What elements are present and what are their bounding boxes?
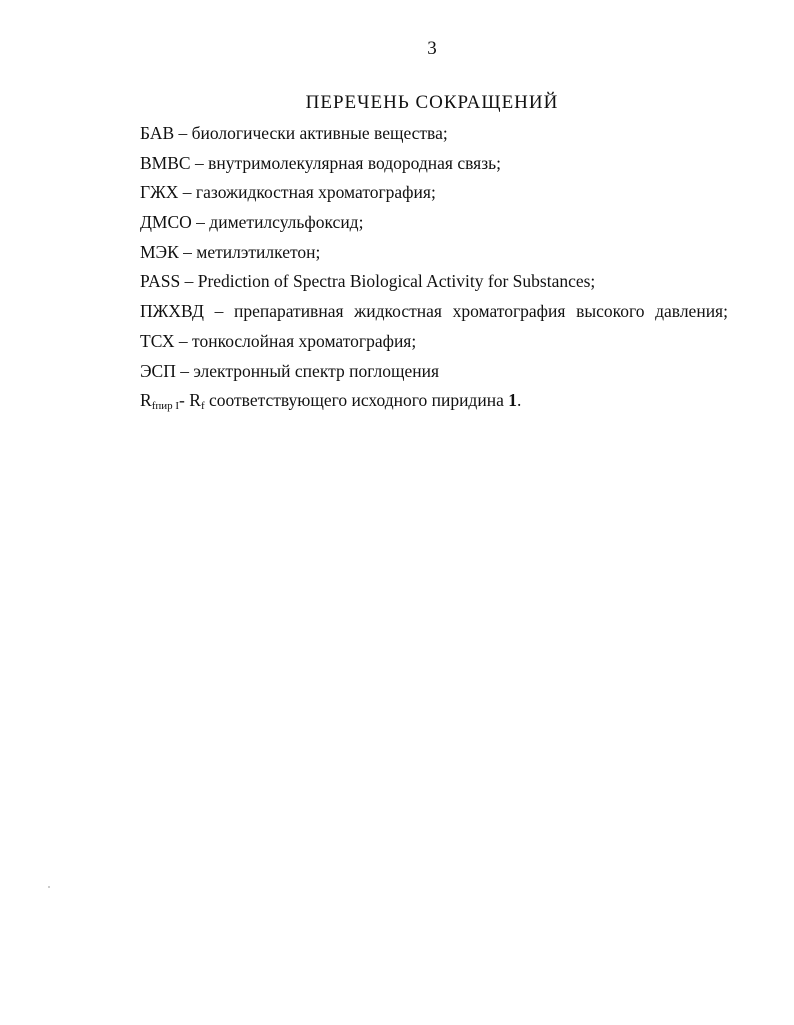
list-item: [140, 300, 728, 330]
list-item: ТСХ – тонкослойная хроматография;: [140, 330, 417, 351]
word: препаративная: [233, 301, 344, 322]
list-item: ВМВС – внутримолекулярная водородная связь;: [140, 152, 501, 173]
word: давления;: [655, 301, 728, 322]
rf-subscript: fпир I: [151, 400, 180, 413]
rf-symbol: R: [140, 390, 152, 411]
word: хроматография: [452, 301, 566, 322]
page-number: 3: [427, 38, 437, 59]
list-item: ГЖХ – газожидкостная хроматография;: [140, 182, 436, 203]
compound-number: 1: [508, 390, 517, 411]
list-item: PASS – Prediction of Spectra Biological Activity for Substances;: [140, 271, 596, 292]
rf-definition-line: [140, 389, 728, 419]
rf-subscript-2: f: [200, 400, 205, 413]
scan-speck: [48, 886, 50, 888]
page-title: ПЕРЕЧЕНЬ СОКРАЩЕНИЙ: [305, 92, 559, 113]
word: жидкостная: [354, 301, 442, 322]
list-item: ДМСО – диметилсульфоксид;: [140, 212, 364, 233]
rf-description: соответствующего исходного пиридина: [204, 390, 509, 411]
rf-symbol-2: R: [189, 390, 201, 411]
list-item: МЭК – метилэтилкетон;: [140, 241, 321, 262]
abbreviation-list: [140, 122, 728, 419]
word: ПЖХВД: [140, 301, 204, 322]
rf-dash: -: [179, 390, 190, 411]
word: высокого: [576, 301, 645, 322]
rf-end: .: [516, 390, 522, 411]
word: –: [214, 301, 224, 322]
list-item: ЭСП – электронный спектр поглощения: [140, 360, 439, 381]
list-item: БАВ – биологически активные вещества;: [140, 123, 448, 143]
